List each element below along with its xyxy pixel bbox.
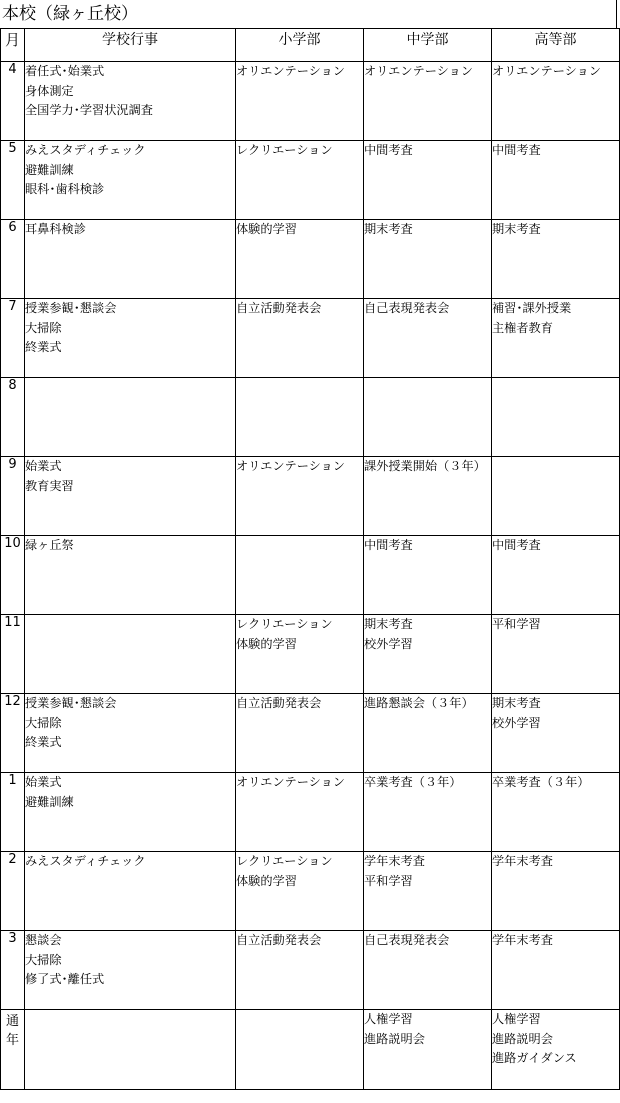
event-item: オリエンテーション [236,64,345,78]
school-events-cell [25,457,236,536]
event-item: 学年末考査 [492,854,553,868]
elementary-cell [236,852,364,931]
elementary-cell [236,773,364,852]
event-item: 体験的学習 [236,222,297,236]
event-item: 補習･課外授業 [492,301,572,315]
elementary-cell [236,536,364,615]
event-item: 期末考査 [492,222,541,236]
high-school-cell [492,773,620,852]
event-item: 校外学習 [364,636,413,651]
header-junior-high: 中学部 [364,29,492,62]
page-title: 本校（緑ヶ丘校） [2,4,138,24]
annual-schedule-table [0,28,620,1090]
high-school-cell [492,141,620,220]
event-item: 体験的学習 [236,873,297,888]
schedule-body [1,62,620,1090]
event-item: 修了式･離任式 [25,972,105,986]
event-item: 緑ヶ丘祭 [25,538,74,552]
event-item: 着任式･始業式 [25,64,105,78]
high-school-cell [492,62,620,141]
table-row [1,852,620,931]
high-school-cell [492,694,620,773]
event-item: 卒業考査（３年） [364,775,462,789]
month-cell: 11 [1,615,25,694]
month-cell: 12 [1,694,25,773]
high-school-cell [492,852,620,931]
elementary-cell [236,62,364,141]
elementary-cell [236,615,364,694]
high-school-cell [492,536,620,615]
header-month: 月 [1,29,25,62]
high-school-cell [492,220,620,299]
event-item: レクリエーション [236,143,333,157]
month-cell: 5 [1,141,25,220]
event-item: 進路ガイダンス [492,1051,577,1065]
event-item: 平和学習 [364,873,413,888]
month-cell: 9 [1,457,25,536]
elementary-cell [236,299,364,378]
event-item: 自立活動発表会 [236,933,322,947]
event-item: 自立活動発表会 [236,696,322,710]
event-item: 授業参観･懇談会 [25,301,117,315]
month-cell: 1 [1,773,25,852]
event-item: オリエンテーション [236,775,345,789]
junior-high-cell [364,378,492,457]
school-events-cell [25,220,236,299]
junior-high-cell [364,141,492,220]
event-item: 避難訓練 [25,162,74,177]
school-events-cell [25,141,236,220]
event-item: 校外学習 [492,715,541,730]
event-item: 授業参観･懇談会 [25,696,117,710]
high-school-cell [492,615,620,694]
school-events-cell [25,615,236,694]
month-cell: 3 [1,931,25,1010]
month-cell: 10 [1,536,25,615]
junior-high-cell [364,220,492,299]
event-item: 始業式 [25,775,62,789]
elementary-cell [236,220,364,299]
event-item: 耳鼻科検診 [25,222,86,236]
elementary-cell [236,931,364,1010]
table-row [1,1010,620,1090]
school-events-cell [25,378,236,457]
high-school-cell [492,457,620,536]
event-item: オリエンテーション [492,64,601,78]
header-elementary: 小学部 [236,29,364,62]
event-item: 期末考査 [492,696,541,710]
month-cell: 通年 [1,1010,25,1090]
junior-high-cell [364,615,492,694]
event-item: 学年末考査 [492,933,553,947]
event-item: 学年末考査 [364,854,425,868]
junior-high-cell [364,299,492,378]
junior-high-cell [364,931,492,1010]
event-item: 課外授業開始（３年） [364,459,486,473]
event-item: 終業式 [25,340,62,354]
elementary-cell [236,1010,364,1090]
elementary-cell [236,141,364,220]
table-row [1,931,620,1010]
high-school-cell [492,299,620,378]
table-row [1,299,620,378]
school-events-cell [25,299,236,378]
junior-high-cell [364,773,492,852]
event-item: 中間考査 [364,538,413,552]
table-row [1,220,620,299]
event-item: オリエンテーション [364,64,473,78]
event-item: レクリエーション [236,854,333,868]
school-events-cell [25,536,236,615]
month-cell: 2 [1,852,25,931]
event-item: 人権学習 [364,1012,413,1026]
event-item: みえスタディチェック [25,143,146,157]
event-item: 自己表現発表会 [364,933,450,947]
event-item: 期末考査 [364,222,413,236]
event-item: 始業式 [25,459,62,473]
event-item: オリエンテーション [236,459,345,473]
event-item: 避難訓練 [25,794,74,809]
event-item: 全国学力･学習状況調査 [25,103,153,117]
event-item: 中間考査 [492,538,541,552]
high-school-cell [492,931,620,1010]
event-item: 自己表現発表会 [364,301,450,315]
table-row [1,773,620,852]
junior-high-cell [364,62,492,141]
event-item: 大掃除 [25,715,62,730]
event-item: 体験的学習 [236,636,297,651]
high-school-cell [492,1010,620,1090]
month-cell: 7 [1,299,25,378]
junior-high-cell [364,694,492,773]
event-item: みえスタディチェック [25,854,146,868]
event-item: 平和学習 [492,617,541,631]
event-item: 卒業考査（３年） [492,775,590,789]
high-school-cell [492,378,620,457]
school-events-cell [25,931,236,1010]
junior-high-cell [364,457,492,536]
event-item: 人権学習 [492,1012,541,1026]
table-row [1,141,620,220]
event-item: 教育実習 [25,478,74,493]
event-item: 終業式 [25,735,62,749]
event-item: 眼科･歯科検診 [25,182,105,196]
event-item: 大掃除 [25,320,62,335]
junior-high-cell [364,852,492,931]
header-high-school: 高等部 [492,29,620,62]
school-events-cell [25,852,236,931]
junior-high-cell [364,536,492,615]
table-row [1,457,620,536]
table-row [1,378,620,457]
table-row [1,62,620,141]
table-row [1,694,620,773]
event-item: 懇談会 [25,933,62,947]
elementary-cell [236,457,364,536]
month-cell: 6 [1,220,25,299]
event-item: 中間考査 [492,143,541,157]
event-item: 進路説明会 [364,1031,425,1046]
header-row [1,29,620,62]
table-row [1,536,620,615]
event-item: 中間考査 [364,143,413,157]
month-cell: 4 [1,62,25,141]
school-events-cell [25,62,236,141]
event-item: 主権者教育 [492,320,553,335]
month-cell: 8 [1,378,25,457]
event-item: 期末考査 [364,617,413,631]
event-item: レクリエーション [236,617,333,631]
school-events-cell [25,1010,236,1090]
header-school-events: 学校行事 [25,29,236,62]
school-events-cell [25,773,236,852]
junior-high-cell [364,1010,492,1090]
event-item: 自立活動発表会 [236,301,322,315]
event-item: 大掃除 [25,952,62,967]
elementary-cell [236,378,364,457]
event-item: 進路説明会 [492,1031,553,1046]
school-events-cell [25,694,236,773]
event-item: 進路懇談会（３年） [364,696,474,710]
table-row [1,615,620,694]
elementary-cell [236,694,364,773]
event-item: 身体測定 [25,83,74,98]
